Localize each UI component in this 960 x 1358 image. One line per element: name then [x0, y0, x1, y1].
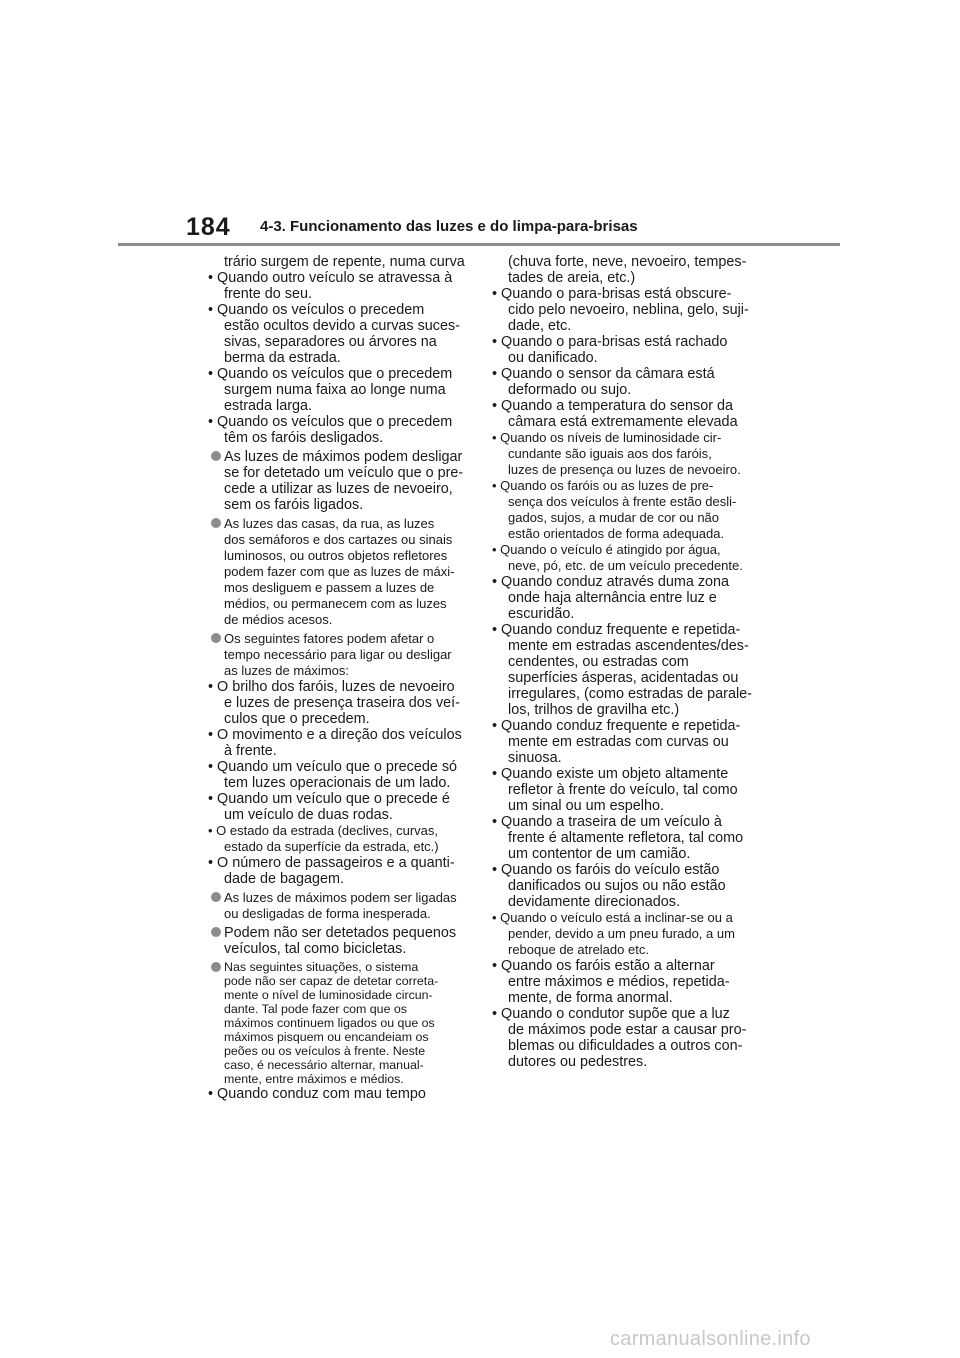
text-line: dade, etc. [508, 318, 572, 334]
bullet-item [208, 1086, 470, 1102]
bullet-item [208, 366, 470, 414]
text-line: cundante são iguais aos dos faróis, [508, 446, 712, 461]
text-line: culos que o precedem. [224, 711, 370, 727]
text-line: as luzes de máximos: [224, 663, 349, 678]
text-line: estrada larga. [224, 398, 312, 414]
bullet-item [492, 814, 754, 862]
text-line: reboque de atrelado etc. [508, 942, 649, 957]
bullet-item [492, 574, 754, 622]
right-column [492, 254, 754, 1070]
bullet-item [492, 398, 754, 430]
text-line: máximos pisquem ou encandeiam os [224, 1030, 429, 1044]
text-line: máximos continuem ligados ou que os [224, 1016, 435, 1030]
text-line: caso, é necessário alternar, manual- [224, 1058, 424, 1072]
note-paragraph [208, 960, 470, 1086]
text-line: sença dos veículos à frente estão desli- [508, 494, 737, 509]
bullet-item [492, 366, 754, 398]
text-line: • Quando o condutor supõe que a luz [492, 1006, 730, 1022]
text-line: berma da estrada. [224, 350, 341, 366]
text-line: mos desliguem e passem a luzes de [224, 580, 435, 595]
text-line: irregulares, (como estradas de parale- [508, 686, 752, 702]
text-line: Podem não ser detetados pequenos [224, 925, 457, 941]
text-line: • Quando a temperatura do sensor da [492, 398, 734, 414]
bullet-item [208, 302, 470, 366]
text-line: estado da superfície da estrada, etc.) [224, 839, 439, 854]
text-line: • Quando um veículo que o precede é [208, 791, 450, 807]
bullet-item [208, 823, 470, 855]
text-line: • Quando os veículos que o precedem [208, 366, 453, 382]
text-line: podem fazer com que as luzes de máxi- [224, 564, 455, 579]
bullet-item [208, 727, 470, 759]
bullet-item [208, 791, 470, 823]
continued-text [492, 254, 754, 286]
text-line: estão orientados de forma adequada. [508, 526, 725, 541]
text-line: Nas seguintes situações, o sistema [224, 960, 419, 974]
text-line: um veículo de duas rodas. [224, 807, 393, 823]
bullet-item [492, 862, 754, 910]
bullet-item [492, 334, 754, 366]
text-line: sivas, separadores ou árvores na [224, 334, 437, 350]
text-line: • Quando um veículo que o precede só [208, 759, 458, 775]
text-line: • O brilho dos faróis, luzes de nevoeiro [208, 679, 455, 695]
text-line: • Quando o veículo é atingido por água, [492, 542, 721, 557]
text-line: • Quando conduz frequente e repetida- [492, 718, 741, 734]
text-line: dos semáforos e dos cartazes ou sinais [224, 532, 453, 547]
text-line: escuridão. [508, 606, 575, 622]
bullet-item [208, 679, 470, 727]
bullet-item [492, 542, 754, 574]
bullet-dot-icon [211, 633, 221, 643]
text-line: onde haja alternância entre luz e [508, 590, 717, 606]
bullet-item [492, 622, 754, 718]
text-line: à frente. [224, 743, 277, 759]
bullet-item [492, 430, 754, 478]
text-line: (chuva forte, neve, nevoeiro, tempes- [508, 254, 747, 270]
note-paragraph [208, 890, 470, 922]
text-line: As luzes de máximos podem ser ligadas [224, 890, 457, 905]
text-line: • Quando o sensor da câmara está [492, 366, 715, 382]
text-line: devidamente direcionados. [508, 894, 680, 910]
bullet-item [208, 759, 470, 791]
text-line: • Quando os faróis do veículo estão [492, 862, 720, 878]
bullet-dot-icon [211, 892, 221, 902]
text-line: superfícies ásperas, acidentadas ou [508, 670, 739, 686]
section-title: 4-3. Funcionamento das luzes e do limpa-para-brisas [260, 218, 638, 235]
text-line: de máximos pode estar a causar pro- [508, 1022, 747, 1038]
text-line: • Quando os faróis ou as luzes de pre- [492, 478, 714, 493]
left-column [208, 254, 470, 1102]
text-line: sinuosa. [508, 750, 562, 766]
text-line: • O movimento e a direção dos veículos [208, 727, 462, 743]
text-line: de médios acesos. [224, 612, 333, 627]
text-line: gados, sujos, a mudar de cor ou não [508, 510, 720, 525]
text-line: • O número de passageiros e a quanti- [208, 855, 455, 871]
bullet-item [492, 718, 754, 766]
text-line: luminosos, ou outros objetos refletores [224, 548, 448, 563]
text-line: cendentes, ou estradas com [508, 654, 689, 670]
text-line: tades de areia, etc.) [508, 270, 636, 286]
text-line: dade de bagagem. [224, 871, 345, 887]
bullet-item [208, 270, 470, 302]
text-line: frente do seu. [224, 286, 313, 302]
text-line: refletor à frente do veículo, tal como [508, 782, 738, 798]
text-line: surgem numa faixa ao longe numa [224, 382, 446, 398]
text-line: pode não ser capaz de detetar correta- [224, 974, 439, 988]
text-line: cido pelo nevoeiro, neblina, gelo, suji- [508, 302, 749, 318]
header-rule [118, 243, 840, 246]
text-line: • O estado da estrada (declives, curvas, [208, 823, 438, 838]
text-line: um sinal ou um espelho. [508, 798, 664, 814]
text-line: têm os faróis desligados. [224, 430, 384, 446]
text-line: • Quando conduz através duma zona [492, 574, 730, 590]
bullet-item [492, 1006, 754, 1070]
bullet-item [208, 855, 470, 887]
text-line: um contentor de um camião. [508, 846, 691, 862]
text-line: se for detetado um veículo que o pre- [224, 465, 464, 481]
bullet-item [492, 958, 754, 1006]
text-line: • Quando o para-brisas está rachado [492, 334, 728, 350]
text-line: danificados ou sujos ou não estão [508, 878, 726, 894]
bullet-item [492, 286, 754, 334]
text-line: Os seguintes fatores podem afetar o [224, 631, 435, 646]
watermark: carmanualsonline.info [610, 1328, 811, 1350]
text-line: As luzes das casas, da rua, as luzes [224, 516, 435, 531]
note-paragraph [208, 631, 470, 679]
text-line: mente em estradas com curvas ou [508, 734, 729, 750]
text-line: • Quando o para-brisas está obscure- [492, 286, 732, 302]
text-line: dante. Tal pode fazer com que os [224, 1002, 407, 1016]
note-paragraph [208, 925, 470, 957]
text-line: neve, pó, etc. de um veículo precedente. [508, 558, 743, 573]
text-line: peões ou os veículos à frente. Neste [224, 1044, 426, 1058]
bullet-dot-icon [211, 927, 221, 937]
bullet-dot-icon [211, 962, 221, 972]
text-line: • Quando conduz frequente e repetida- [492, 622, 741, 638]
text-line: deformado ou sujo. [508, 382, 632, 398]
text-line: trário surgem de repente, numa curva [224, 254, 465, 270]
text-line: mente em estradas ascendentes/des- [508, 638, 749, 654]
bullet-item [492, 766, 754, 814]
text-line: pender, devido a um pneu furado, a um [508, 926, 735, 941]
text-line: • Quando os veículos que o precedem [208, 414, 453, 430]
text-line: blemas ou dificuldades a outros con- [508, 1038, 743, 1054]
text-line: veículos, tal como bicicletas. [224, 941, 407, 957]
bullet-dot-icon [211, 518, 221, 528]
text-line: câmara está extremamente elevada [508, 414, 738, 430]
text-line: mente, de forma anormal. [508, 990, 673, 1006]
text-line: cede a utilizar as luzes de nevoeiro, [224, 481, 453, 497]
text-line: mente o nível de luminosidade circun- [224, 988, 433, 1002]
text-line: médios, ou permanecem com as luzes [224, 596, 447, 611]
text-line: tem luzes operacionais de um lado. [224, 775, 451, 791]
text-line: estão ocultos devido a curvas suces- [224, 318, 460, 334]
bullet-item [208, 414, 470, 446]
text-line: mente, entre máximos e médios. [224, 1072, 404, 1086]
text-line: los, trilhos de gravilha etc.) [508, 702, 680, 718]
bullet-item [492, 910, 754, 958]
text-line: e luzes de presença traseira dos veí- [224, 695, 460, 711]
text-line: sem os faróis ligados. [224, 497, 364, 513]
text-line: • Quando os veículos o precedem [208, 302, 425, 318]
text-line: • Quando os faróis estão a alternar [492, 958, 715, 974]
text-line: • Quando a traseira de um veículo à [492, 814, 722, 830]
text-line: As luzes de máximos podem desligar [224, 449, 463, 465]
page-number: 184 [186, 213, 231, 241]
note-paragraph [208, 449, 470, 513]
text-line: luzes de presença ou luzes de nevoeiro. [508, 462, 741, 477]
bullet-item [492, 478, 754, 542]
text-line: • Quando existe um objeto altamente [492, 766, 729, 782]
text-line: ou desligadas de forma inesperada. [224, 906, 431, 921]
text-line: ou danificado. [508, 350, 598, 366]
bullet-dot-icon [211, 451, 221, 461]
text-line: • Quando outro veículo se atravessa à [208, 270, 453, 286]
text-line: entre máximos e médios, repetida- [508, 974, 730, 990]
text-line: dutores ou pedestres. [508, 1054, 648, 1070]
text-line: • Quando os níveis de luminosidade cir- [492, 430, 722, 445]
text-line: • Quando o veículo está a inclinar-se ou a [492, 910, 733, 925]
text-line: • Quando conduz com mau tempo [208, 1086, 426, 1102]
note-paragraph [208, 516, 470, 628]
text-line: frente é altamente refletora, tal como [508, 830, 744, 846]
text-line: tempo necessário para ligar ou desligar [224, 647, 452, 662]
continued-text [208, 254, 470, 270]
